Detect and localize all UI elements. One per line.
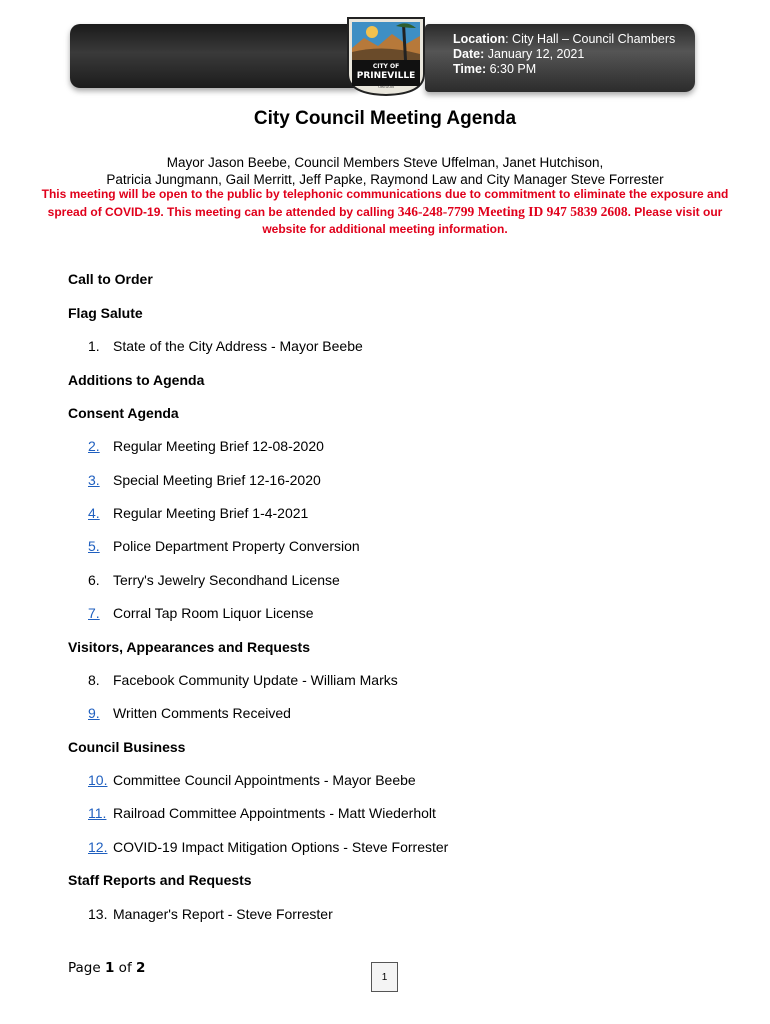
notice-phone: 346-248-7799 Meeting ID 947 5839 2608 bbox=[397, 204, 628, 219]
item-number-link[interactable]: 4. bbox=[88, 505, 100, 521]
logo-text-main: PRINEVILLE bbox=[356, 71, 416, 81]
agenda-item-3 bbox=[88, 472, 321, 488]
item-number-link[interactable]: 5. bbox=[88, 538, 100, 554]
section-flag-salute: Flag Salute bbox=[68, 305, 143, 321]
location-label: Location bbox=[453, 32, 506, 46]
item-text: COVID-19 Impact Mitigation Options - Steve Forrester bbox=[113, 839, 449, 855]
item-text: Terry's Jewelry Secondhand License bbox=[113, 572, 340, 588]
item-number: 1. bbox=[88, 338, 100, 354]
agenda-item-12 bbox=[88, 839, 448, 855]
location-line bbox=[453, 32, 675, 47]
item-text: Manager's Report - Steve Forrester bbox=[113, 906, 333, 922]
section-consent: Consent Agenda bbox=[68, 405, 179, 421]
members-line-2: Patricia Jungmann, Gail Merritt, Jeff Papke, Raymond Law and City Manager Steve Forrester bbox=[106, 172, 664, 187]
location-value: : City Hall – Council Chambers bbox=[505, 32, 676, 46]
date-label: Date: bbox=[453, 47, 485, 61]
item-number-link[interactable]: 12. bbox=[88, 839, 108, 855]
item-number-link[interactable]: 7. bbox=[88, 605, 100, 621]
agenda-item-11 bbox=[88, 805, 436, 821]
item-number: 8. bbox=[88, 672, 100, 688]
agenda-item-8 bbox=[88, 672, 398, 688]
agenda-item-1 bbox=[88, 338, 363, 354]
header-banner-left bbox=[70, 24, 360, 88]
page-current: 1 bbox=[104, 960, 115, 976]
public-access-notice bbox=[40, 186, 730, 238]
item-text: Special Meeting Brief 12-16-2020 bbox=[113, 472, 321, 488]
notice-text-2: . Please visit our website for additional meeting information. bbox=[262, 205, 723, 236]
city-logo bbox=[344, 16, 428, 96]
time-value: 6:30 PM bbox=[486, 62, 537, 76]
item-number-link[interactable]: 3. bbox=[88, 472, 100, 488]
page-title: City Council Meeting Agenda bbox=[253, 108, 517, 129]
agenda-item-4 bbox=[88, 505, 308, 521]
agenda-item-6 bbox=[88, 572, 340, 588]
item-text: Regular Meeting Brief 1-4-2021 bbox=[113, 505, 309, 521]
item-text: Facebook Community Update - William Marks bbox=[113, 672, 398, 688]
agenda-item-2 bbox=[88, 438, 324, 454]
section-visitors: Visitors, Appearances and Requests bbox=[68, 639, 310, 655]
page-total: 2 bbox=[136, 960, 146, 976]
section-call-to-order: Call to Order bbox=[68, 271, 153, 287]
agenda-item-9 bbox=[88, 705, 291, 721]
agenda-item-10 bbox=[88, 772, 416, 788]
section-staff-reports: Staff Reports and Requests bbox=[68, 872, 252, 888]
item-text: Committee Council Appointments - Mayor Beebe bbox=[113, 772, 416, 788]
item-text: Railroad Committee Appointments - Matt Wiederholt bbox=[113, 805, 436, 821]
meeting-info bbox=[453, 32, 675, 77]
item-text: Regular Meeting Brief 12-08-2020 bbox=[113, 438, 324, 454]
section-council-business: Council Business bbox=[68, 739, 186, 755]
time-line bbox=[453, 62, 675, 77]
item-text: Written Comments Received bbox=[113, 705, 291, 721]
agenda-item-13 bbox=[88, 906, 333, 922]
logo-text-top: CITY OF bbox=[372, 63, 400, 70]
notice-text-1: This meeting will be open to the public by telephonic communications due to commitment to eliminate the exposure and spread of COVID-19. This meeting can be attended by calling bbox=[41, 187, 729, 219]
date-value: January 12, 2021 bbox=[484, 47, 585, 61]
item-number: 6. bbox=[88, 572, 100, 588]
item-text: Corral Tap Room Liquor License bbox=[113, 605, 314, 621]
page-number-box: 1 bbox=[371, 962, 398, 992]
page-of: of bbox=[114, 960, 136, 976]
agenda-item-5 bbox=[88, 538, 360, 554]
section-additions: Additions to Agenda bbox=[68, 372, 205, 388]
page-footer bbox=[68, 960, 145, 976]
item-number-link[interactable]: 10. bbox=[88, 772, 108, 788]
council-members bbox=[0, 154, 770, 188]
page-word: Page bbox=[68, 960, 105, 976]
item-number-link[interactable]: 9. bbox=[88, 705, 100, 721]
item-number-link[interactable]: 2. bbox=[88, 438, 100, 454]
item-number: 13. bbox=[88, 906, 108, 922]
date-line bbox=[453, 47, 675, 62]
agenda-item-7 bbox=[88, 605, 314, 621]
item-number-link[interactable]: 11. bbox=[88, 805, 107, 821]
time-label: Time: bbox=[453, 62, 487, 76]
item-text: Police Department Property Conversion bbox=[113, 538, 360, 554]
members-line-1: Mayor Jason Beebe, Council Members Steve Uffelman, Janet Hutchison, bbox=[166, 155, 604, 170]
logo-text-bottom: OREGON bbox=[378, 85, 394, 89]
item-text: State of the City Address - Mayor Beebe bbox=[113, 338, 363, 354]
